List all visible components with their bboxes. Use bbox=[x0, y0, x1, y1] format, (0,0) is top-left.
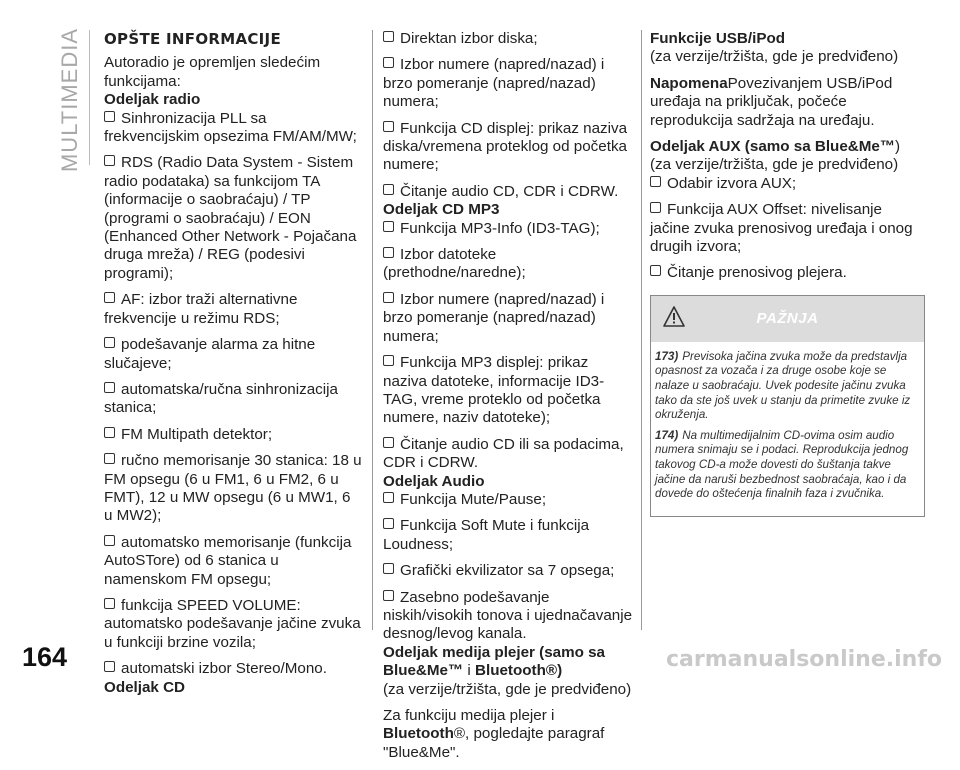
side-tab-rule bbox=[89, 30, 90, 165]
version-note: (za verzije/tržišta, gde je predviđeno) bbox=[383, 680, 632, 698]
list-item: ručno memorisanje 30 stanica: 18 u FM opsegu (6 u FM1, 6 u FM2, 6 u FMT), 12 u MW opsegu (6 u MW1, 6 u MW2); bbox=[104, 452, 362, 525]
warning-header bbox=[651, 296, 924, 342]
aux-heading: Odeljak AUX (samo sa Blue&Me™) bbox=[650, 138, 901, 156]
bullet-box-icon bbox=[383, 221, 394, 232]
media-player-text: Za funkciju medija plejer i Bluetooth®, pogledajte paragraf "Blue&Me". bbox=[383, 707, 605, 761]
list-item: Sinhronizacija PLL sa frekvencijskim opsezima FM/AM/MW; bbox=[104, 109, 357, 146]
warning-box bbox=[650, 295, 925, 517]
bullet-box-icon bbox=[383, 121, 394, 132]
bullet-box-icon bbox=[383, 31, 394, 42]
mp3-heading: Odeljak CD MP3 bbox=[383, 201, 500, 219]
version-note: (za verzije/tržišta, gde je predviđeno) bbox=[650, 48, 899, 66]
bullet-box-icon bbox=[104, 337, 115, 348]
bullet-box-icon bbox=[383, 437, 394, 448]
warning-note: 173) Previsoka jačina zvuka može da predstavlja opasnost za vozača i za druge osobe koje se nalaze u saobraćaju. Uvek podesite jačinu zvuka tako da ste još uvek u stanju da primetite zvuke iz okruženja. bbox=[655, 349, 911, 422]
bullet-box-icon bbox=[104, 661, 115, 672]
bullet-box-icon bbox=[383, 590, 394, 601]
list-item: RDS (Radio Data System - Sistem radio podataka) sa funkcijom TA (informacije o saobraćaju) / TP (programi o saobraćaju) / EON (Enhanced Other Network - Pojačana druga mreža) / REG (podesivi programi); bbox=[104, 154, 357, 282]
bullet-box-icon bbox=[104, 427, 115, 438]
list-item: Čitanje audio CD, CDR i CDRW. bbox=[383, 183, 635, 201]
watermark: carmanualsonline.info bbox=[666, 647, 942, 672]
list-item: FM Multipath detektor; bbox=[104, 426, 362, 444]
list-item: Direktan izbor diska; bbox=[383, 30, 635, 48]
audio-heading: Odeljak Audio bbox=[383, 472, 485, 490]
list-item: podešavanje alarma za hitne slučajeve; bbox=[104, 336, 316, 372]
list-item: Funkcija Mute/Pause; bbox=[383, 491, 635, 509]
side-tab-label: MULTIMEDIA bbox=[57, 27, 83, 173]
bullet-box-icon bbox=[383, 518, 394, 529]
bullet-box-icon bbox=[383, 355, 394, 366]
list-item: Čitanje prenosivog plejera. bbox=[650, 264, 925, 282]
bullet-box-icon bbox=[650, 202, 661, 213]
radio-heading: Odeljak radio bbox=[104, 91, 201, 109]
warning-triangle-icon bbox=[663, 306, 685, 328]
bullet-box-icon bbox=[383, 563, 394, 574]
list-item: automatski izbor Stereo/Mono. bbox=[104, 660, 362, 678]
list-item: Izbor numere (napred/nazad) i brzo pomeranje (napred/nazad) numera; bbox=[383, 290, 605, 345]
list-item: automatsko memorisanje (funkcija AutoSTore) od 6 stanica u namenskom FM opsegu; bbox=[104, 533, 352, 588]
page-number: 164 bbox=[22, 642, 68, 672]
list-item: Zasebno podešavanje niskih/visokih tonova i ujednačavanje desnog/levog kanala. bbox=[383, 588, 633, 643]
bullet-box-icon bbox=[104, 155, 115, 166]
bullet-box-icon bbox=[383, 57, 394, 68]
bullet-box-icon bbox=[383, 184, 394, 195]
list-item: funkcija SPEED VOLUME: automatsko podešavanje jačine zvuka u funkciji brzine vozila; bbox=[104, 596, 361, 651]
section-side-tab bbox=[52, 27, 88, 173]
list-item: Funkcija Soft Mute i funkcija Loudness; bbox=[383, 517, 590, 553]
version-note: (za verzije/tržišta, gde je predviđeno) bbox=[650, 156, 899, 174]
column-divider bbox=[372, 30, 373, 630]
list-item: Funkcija MP3 displej: prikaz naziva datoteke, informacije ID3-TAG, vreme proteklo od početka numere, naziv datoteke); bbox=[383, 354, 605, 427]
list-item: Grafički ekvilizator sa 7 opsega; bbox=[383, 562, 635, 580]
column-1 bbox=[104, 30, 362, 697]
bullet-box-icon bbox=[383, 292, 394, 303]
napomena-text: NapomenaPovezivanjem USB/iPod uređaja na priključak, počeće reprodukcija sadržaja na uređaju. bbox=[650, 74, 893, 129]
list-item: Odabir izvora AUX; bbox=[650, 175, 925, 193]
warning-title: PAŽNJA bbox=[756, 309, 819, 327]
list-item: Funkcija CD displej: prikaz naziva diska/vremena proteklog od početka numere; bbox=[383, 119, 628, 174]
bullet-box-icon bbox=[383, 247, 394, 258]
media-player-heading: Odeljak medija plejer (samo sa Blue&Me™ i Bluetooth®) bbox=[383, 643, 606, 680]
bullet-box-icon bbox=[104, 382, 115, 393]
bullet-box-icon bbox=[104, 111, 115, 122]
list-item: Izbor datoteke (prethodne/naredne); bbox=[383, 246, 526, 282]
column-divider bbox=[641, 30, 642, 630]
radio-list bbox=[104, 110, 362, 679]
usb-heading: Funkcije USB/iPod bbox=[650, 30, 786, 47]
column-2 bbox=[383, 30, 635, 770]
list-item: Izbor numere (napred/nazad) i brzo pomeranje (napred/nazad) numera; bbox=[383, 56, 605, 111]
warning-body bbox=[651, 342, 924, 516]
bullet-box-icon bbox=[104, 598, 115, 609]
list-item: Funkcija MP3-Info (ID3-TAG); bbox=[383, 220, 635, 238]
list-item: automatska/ručna sinhronizacija stanica; bbox=[104, 380, 338, 417]
warning-note: 174) Na multimedijalnim CD-ovima osim audio numera snimaju se i podaci. Reprodukcija jednog takovog CD-a može dovesti do šuštanja takve jačine da naruši bezbednost saobraćaja, kao i da dovede do oštećenja finalnih faza i zvučnika. bbox=[655, 428, 909, 501]
bullet-box-icon bbox=[104, 292, 115, 303]
bullet-box-icon bbox=[383, 492, 394, 503]
section-title: OPŠTE INFORMACIJE bbox=[104, 30, 281, 48]
list-item: Čitanje audio CD ili sa podacima, CDR i CDRW. bbox=[383, 435, 624, 472]
list-item: AF: izbor traži alternativne frekvencije u režimu RDS; bbox=[104, 291, 298, 327]
bullet-box-icon bbox=[650, 176, 661, 187]
cd-heading: Odeljak CD bbox=[104, 678, 186, 696]
intro-text: Autoradio je opremljen sledećim funkcijama: bbox=[104, 54, 321, 90]
bullet-box-icon bbox=[104, 453, 115, 464]
list-item: Funkcija AUX Offset: nivelisanje jačine zvuka prenosivog uređaja i onog drugih izvora; bbox=[650, 201, 913, 256]
bullet-box-icon bbox=[104, 535, 115, 546]
column-3 bbox=[650, 30, 925, 517]
bullet-box-icon bbox=[650, 265, 661, 276]
